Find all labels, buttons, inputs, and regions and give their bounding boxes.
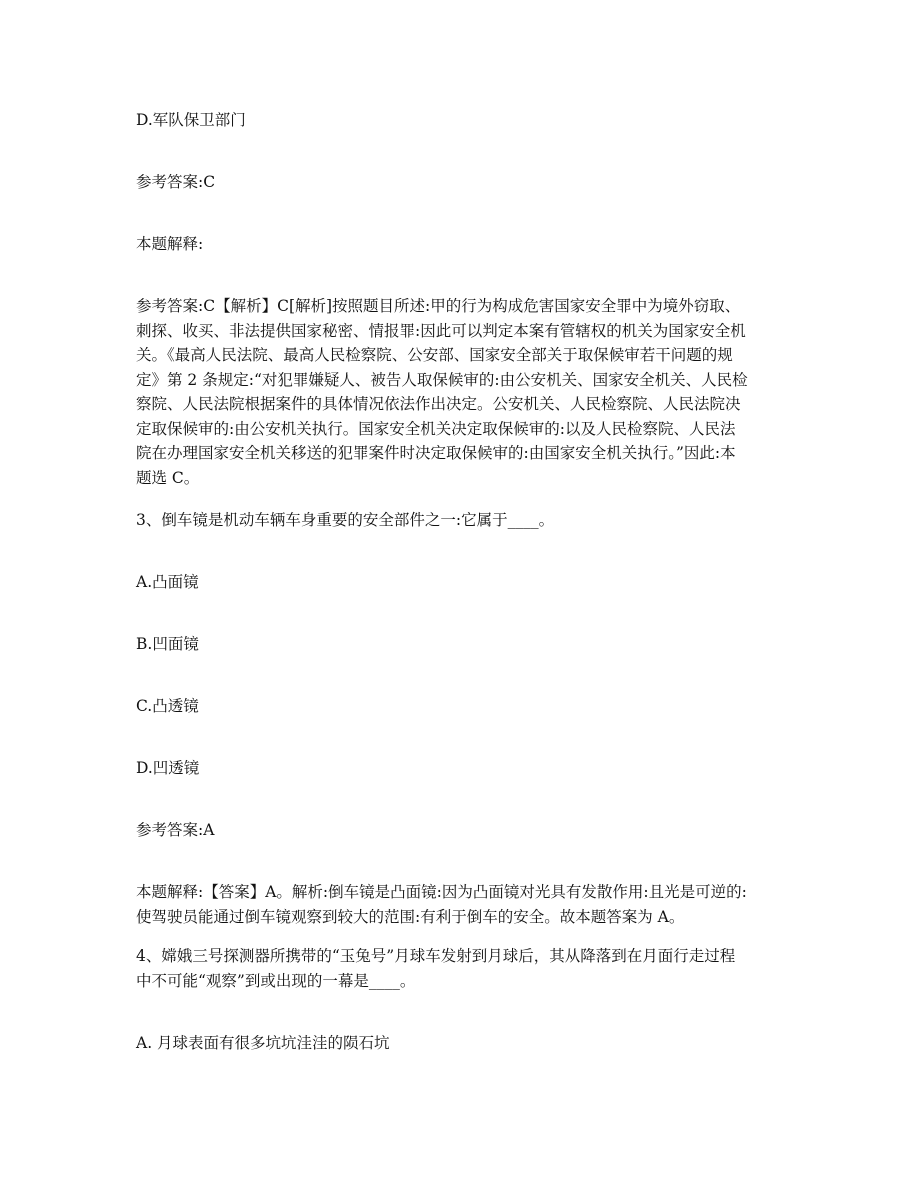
q2-explanation-line: 院在办理国家安全机关移送的犯罪案件时决定取保候审的:由国家安全机关执行。”因此:本	[136, 444, 736, 462]
q2-explanation-line: 参考答案:C【解析】C[解析]按照题目所述:甲的行为构成危害国家安全罪中为境外窃取、	[136, 297, 741, 315]
q2-answer: 参考答案:C	[136, 173, 216, 191]
q2-option-d: D.军队保卫部门	[136, 111, 246, 129]
q3-option-a: A.凸面镜	[136, 573, 199, 591]
q3-explanation-line: 本题解释:【答案】A。解析:倒车镜是凸面镜:因为凸面镜对光具有发散作用:且光是可逆的:	[136, 883, 747, 901]
q2-explanation-line: 题选 C。	[136, 468, 200, 487]
q2-explanation-line: 定取保候审的:由公安机关执行。国家安全机关决定取保候审的:以及人民检察院、人民法	[136, 419, 736, 438]
q3-explanation-line: 使驾驶员能通过倒车镜观察到较大的范围:有利于倒车的安全。故本题答案为 A。	[136, 907, 685, 926]
q3-option-b: B.凹面镜	[136, 635, 199, 653]
q3-option-d: D.凹透镜	[136, 759, 200, 777]
q3-explanation	[136, 880, 786, 929]
q3-option-c: C.凸透镜	[136, 697, 199, 715]
q4-question	[136, 944, 786, 993]
q4-question-line: 4、嫦娥三号探测器所携带的“玉兔号”月球车发射到月球后，其从降落到在月面行走过程	[136, 947, 736, 965]
q2-explanation-line: 关。《最高人民法院、最高人民检察院、公安部、国家安全部关于取保候审若干问题的规	[136, 346, 733, 364]
q2-explanation-line: 察院、人民法院根据案件的具体情况依法作出决定。公安机关、人民检察院、人民法院决	[136, 395, 741, 413]
q4-option-a: A. 月球表面有很多坑坑洼洼的陨石坑	[136, 1034, 390, 1052]
q2-explanation-line: 定》第 2 条规定:“对犯罪嫌疑人、被告人取保候审的:由公安机关、国家安全机关、人民检	[136, 370, 748, 389]
q3-question: 3、倒车镜是机动车辆车身重要的安全部件之一:它属于____。	[136, 511, 555, 529]
q2-explanation-line: 刺探、收买、非法提供国家秘密、情报罪:因此可以判定本案有管辖权的机关为国家安全机	[136, 321, 746, 340]
q3-answer: 参考答案:A	[136, 821, 215, 839]
q2-explanation-label: 本题解释:	[136, 235, 204, 253]
q4-question-line: 中不可能“观察”到或出现的一幕是____。	[136, 971, 416, 990]
q2-explanation	[136, 294, 786, 490]
